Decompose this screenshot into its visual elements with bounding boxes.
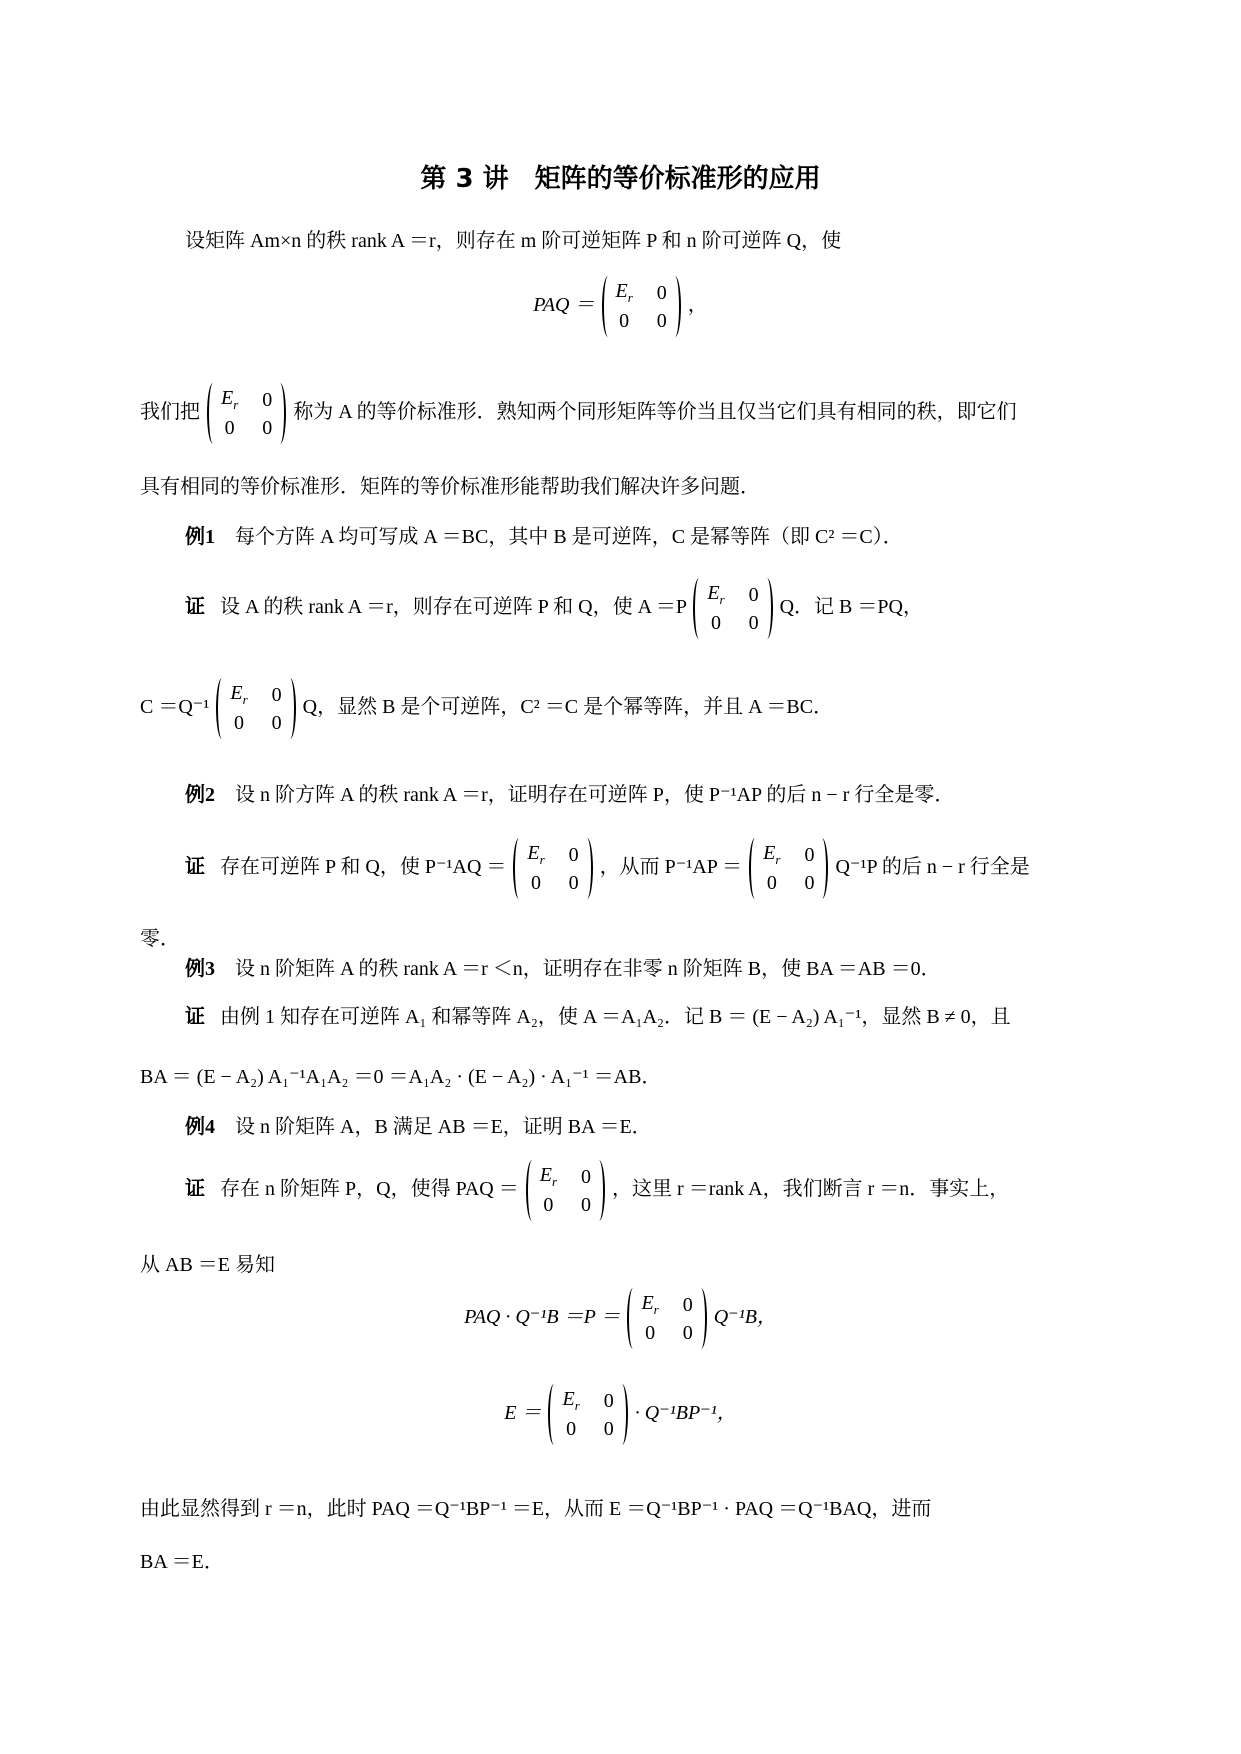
standard-form-matrix: $E_r$ 0 0 0 [749,838,828,899]
equation-b: E ＝ $E_r$ 0 0 0 · Q⁻¹BP⁻¹， [0,1384,1241,1445]
conclusion-line1: 由此显然得到 r ＝n，此时 PAQ ＝Q⁻¹BP⁻¹ ＝E，从而 E ＝Q⁻¹BP⁻¹ · PAQ ＝Q⁻¹BAQ，进而 [140,1498,932,1520]
proof-1-line2: C ＝Q⁻¹ $E_r$ 0 0 0 Q，显然 B 是个可逆阵，C² ＝C 是个幂等阵，并且 A ＝BC． [140,678,833,739]
example-label: 例3 [185,958,215,980]
standard-form-matrix: $E_r$ 0 0 0 [627,1288,706,1349]
standard-form-matrix: $E_r$ 0 0 0 [513,838,592,899]
para-prefix: 我们把 [140,401,200,424]
proof-3-line1: 证 由例 1 知存在可逆阵 A₁ 和幂等阵 A₂，使 A ＝A₁A₂．记 B ＝ (E − A₂) A₁⁻¹，显然 B ≠ 0，且 [185,1006,1011,1028]
intro-paragraph [140,383,1017,444]
standard-form-matrix: $E_r$ 0 0 0 [693,578,772,639]
example-3 [185,952,941,981]
matrix-entry: $E_r$ [615,280,633,305]
proof-label: 证 [185,856,205,879]
standard-form-matrix: $E_r$ 0 0 0 [207,383,286,444]
example-text: 设 n 阶矩阵 A，B 满足 AB ＝E，证明 BA ＝E． [235,1116,652,1138]
equation-a: PAQ · Q⁻¹B ＝P ＝ $E_r$ 0 0 0 Q⁻¹B， [0,1288,1241,1349]
proof-3-line2: BA ＝ (E − A₂) A₁⁻¹A₁A₂ ＝0 ＝A₁A₂ · (E − A₂) · A₁⁻¹ ＝AB． [140,1066,662,1088]
matrix-entry: 0 [619,310,630,332]
proof-4-line2: 从 AB ＝E 易知 [140,1254,275,1276]
standard-form-matrix: $E_r$ 0 0 0 [548,1384,627,1445]
eq-tail: ， [687,294,708,317]
proof-2: 证 存在可逆阵 P 和 Q，使 P⁻¹AQ ＝ $E_r$ 0 0 0 ，从而 P⁻¹AP ＝ $E_r$ 0 0 0 Q⁻¹P 的后 n − r 行全是 [185,838,1030,899]
proof-4-line1: 证 存在 n 阶矩阵 P，Q，使得 PAQ ＝ $E_r$ 0 0 0 ，这里 r ＝rank A，我们断言 r ＝n．事实上， [185,1160,1009,1221]
proof-label: 证 [185,596,205,619]
equation-paq [0,276,1241,337]
proof-label: 证 [185,1006,205,1028]
eq-lhs: PAQ ＝ [533,294,595,317]
standard-form-matrix: $E_r$ 0 0 0 [216,678,295,739]
matrix-entry: 0 [656,310,667,332]
example-text: 设 n 阶方阵 A 的秩 rank A ＝r，证明存在可逆阵 P，使 P⁻¹AP 的后 n − r 行全是零． [235,784,955,806]
example-4 [185,1110,652,1139]
proof-1-line1: 证 设 A 的秩 rank A ＝r，则存在可逆阵 P 和 Q，使 A ＝P $E_r$ 0 0 0 Q．记 B ＝PQ， [185,578,923,639]
example-label: 例1 [185,526,215,548]
conclusion-line2: BA ＝E． [140,1551,224,1573]
intro-paragraph-line2: 具有相同的等价标准形．矩阵的等价标准形能帮助我们解决许多问题． [140,476,760,498]
example-text: 设 n 阶矩阵 A 的秩 rank A ＝r ＜n，证明存在非零 n 阶矩阵 B，使 BA ＝AB ＝0． [235,958,941,980]
intro-line: 设矩阵 Am×n 的秩 rank A ＝r，则存在 m 阶可逆矩阵 P 和 n 阶可逆阵 Q，使 [185,230,842,252]
proof-2-end: 零． [140,928,180,950]
example-2 [185,778,954,807]
standard-form-matrix: $E_r$ 0 0 0 [526,1160,605,1221]
standard-form-matrix [602,276,681,337]
example-text: 每个方阵 A 均可写成 A ＝BC，其中 B 是可逆阵，C 是幂等阵（即 C² ＝C）． [235,526,903,548]
proof-label: 证 [185,1178,205,1201]
example-label: 例2 [185,784,215,806]
matrix-entry: 0 [656,281,667,304]
para-rest: 称为 A 的等价标准形．熟知两个同形矩阵等价当且仅当它们具有相同的秩，即它们 [293,401,1017,424]
page-title: 第 3 讲 矩阵的等价标准形的应用 [420,164,821,194]
example-1 [185,520,903,549]
example-label: 例4 [185,1116,215,1138]
